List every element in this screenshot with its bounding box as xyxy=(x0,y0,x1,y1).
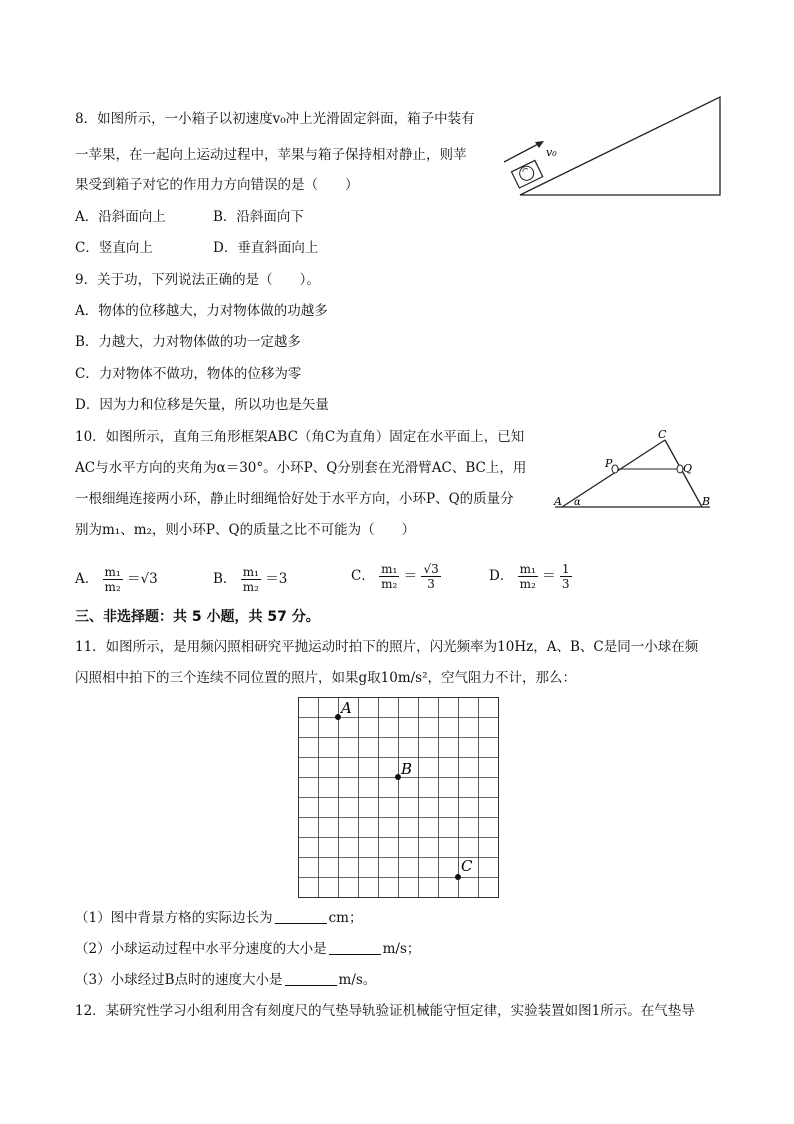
q10-line-3: 一根细绳连接两小环，静止时细绳恰好处于水平方向，小环P、Q的质量分 xyxy=(75,491,514,507)
q8-option-c: C．竖直向上 xyxy=(75,240,153,256)
q8-line-1: 8．如图所示，一小箱子以初速度v₀冲上光滑固定斜面，箱子中装有 xyxy=(75,111,475,127)
grid-photo-figure xyxy=(298,697,500,899)
q8-option-a: A．沿斜面向上 xyxy=(75,209,166,225)
q10-line-4: 别为m₁、m₂，则小环P、Q的质量之比不可能为（ ） xyxy=(75,522,416,538)
label-p: P xyxy=(605,457,613,470)
q11-subquestion-1: （1）图中背景方格的实际边长为 cm； xyxy=(75,910,363,926)
answer-blank-3[interactable] xyxy=(285,971,337,986)
q11-line-1: 11．如图所示，是用频闪照相研究平抛运动时拍下的照片，闪光频率为10Hz，A、B、C是同一小球在频 xyxy=(75,639,699,655)
label-b: B xyxy=(702,495,711,508)
q11-subquestion-3: （3）小球经过B点时的速度大小是 m/s。 xyxy=(75,972,377,988)
grid-label-c: C xyxy=(461,857,473,875)
q9-option-a: A．物体的位移越大，力对物体做的功越多 xyxy=(75,303,328,319)
q8-line-3: 果受到箱子对它的作用力方向错误的是（ ） xyxy=(75,177,359,193)
velocity-arrow xyxy=(504,142,542,162)
answer-blank-2[interactable] xyxy=(329,940,381,955)
q8-option-b: B．沿斜面向下 xyxy=(213,209,304,225)
q11-subquestion-2: （2）小球运动过程中水平分速度的大小是 m/s； xyxy=(75,941,421,957)
q12-line-1: 12．某研究性学习小组利用含有刻度尺的气垫导轨验证机械能守恒定律，实验装置如图1所示。在气垫导 xyxy=(75,1003,695,1019)
q10-line-2: AC与水平方向的夹角为α＝30°。小环P、Q分别套在光滑臂AC、BC上，用 xyxy=(75,460,527,476)
section-heading: 三、非选择题：共 5 小题，共 57 分。 xyxy=(75,609,320,625)
label-a: A xyxy=(554,495,562,508)
triangle-frame-figure xyxy=(550,425,715,515)
q9-option-c: C．力对物体不做功，物体的位移为零 xyxy=(75,366,302,382)
grid-label-b: B xyxy=(401,760,413,778)
q8-line-2: 一苹果，在一起向上运动过程中，苹果与箱子保持相对静止，则苹 xyxy=(75,147,467,163)
incline-figure xyxy=(490,90,730,205)
q10-option-a: A． $\frac{\text{m₁}}{\text{m₂}}$ ＝√3 xyxy=(75,565,158,594)
q10-option-d: D． $\frac{\text{m₁}}{\text{m₂}}$ ＝ $\frac{1}{3}$ xyxy=(489,562,570,591)
velocity-label: v₀ xyxy=(546,146,557,159)
grid-label-a: A xyxy=(341,699,352,717)
q8-option-d: D．垂直斜面向上 xyxy=(213,240,319,256)
label-alpha: α xyxy=(574,497,581,508)
q10-option-c: C． $\frac{\text{m₁}}{\text{m₂}}$ ＝ $\frac{√3}{3}$ xyxy=(351,562,439,591)
q9-option-d: D．因为力和位移是矢量，所以功也是矢量 xyxy=(75,397,329,413)
q10-line-1: 10．如图所示，直角三角形框架ABC（角C为直角）固定在水平面上，已知 xyxy=(75,429,525,445)
label-q: Q xyxy=(683,462,693,475)
box-with-apple xyxy=(511,160,542,188)
q9-option-b: B．力越大，力对物体做的功一定越多 xyxy=(75,334,301,350)
q9-stem: 9．关于功，下列说法正确的是（ ）。 xyxy=(75,272,320,288)
answer-blank-1[interactable] xyxy=(275,909,327,924)
q11-line-2: 闪照相中拍下的三个连续不同位置的照片，如果g取10m/s²，空气阻力不计，那么： xyxy=(75,670,577,686)
ring-p xyxy=(612,465,618,473)
label-c: C xyxy=(658,428,667,441)
q10-option-b: B． $\frac{\text{m₁}}{\text{m₂}}$ ＝3 xyxy=(213,565,288,594)
